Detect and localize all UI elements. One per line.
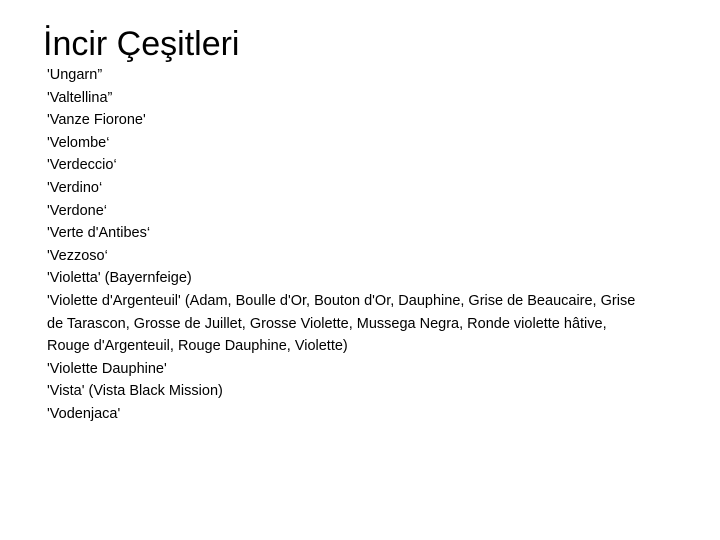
list-item: 'Verdino‘: [47, 179, 103, 196]
list-item: 'Vista' (Vista Black Mission): [47, 383, 223, 400]
list-item: 'Verdeccio‘: [47, 157, 117, 174]
list-item: 'Violetta' (Bayernfeige): [47, 270, 192, 287]
list-item: 'Vanze Fiorone': [47, 112, 146, 129]
list-item: 'Verdone‘: [47, 202, 108, 219]
list-item: 'Valtellina”: [47, 89, 113, 106]
list-item: 'Verte d'Antibes‘: [47, 225, 151, 242]
list-item: 'Violette d'Argenteuil' (Adam, Boulle d'Or, Bouton d'Or, Dauphine, Grise de Beaucaire, Grise de Tarascon, Grosse de Juillet, Grosse Violette, Mussega Negra, Ronde violette hâtive, Rouge d'Argenteuil, Rouge Dauphine, Violette): [47, 292, 636, 355]
list-item: 'Velombe‘: [47, 134, 110, 151]
list-item: 'Ungarn”: [47, 67, 103, 83]
list-item: 'Vodenjaca': [47, 405, 121, 422]
list-item: 'Violette Dauphine': [47, 360, 167, 377]
fig-variety-list: [47, 64, 647, 426]
slide-title: İncir Çeşitleri: [43, 25, 240, 63]
list-item: 'Vezzoso‘: [47, 247, 108, 264]
